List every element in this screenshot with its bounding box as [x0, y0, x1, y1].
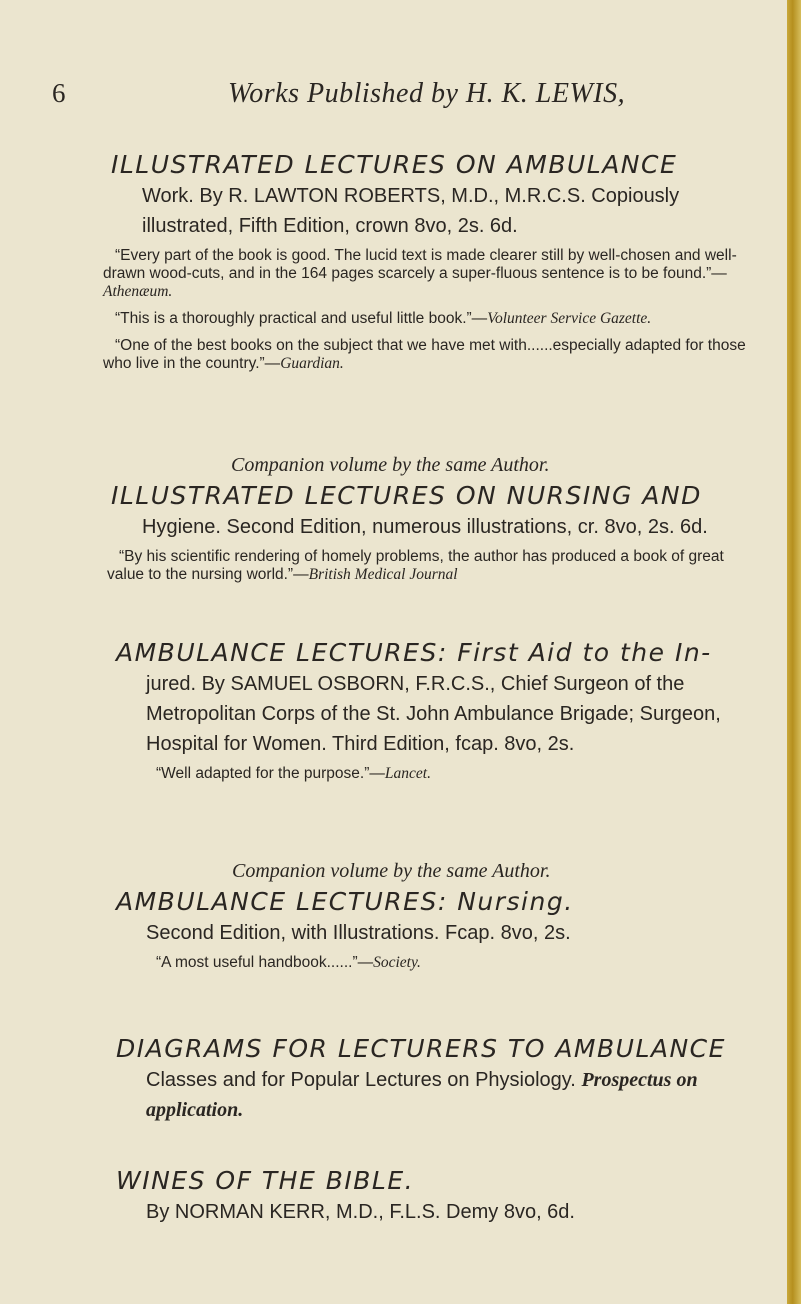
- entry-description: Hygiene. Second Edition, numerous illustrations, cr. 8vo, 2s. 6d.: [142, 516, 708, 538]
- review-source: Volunteer Service Gazette.: [487, 310, 652, 327]
- review-source: Athenæum.: [103, 283, 173, 300]
- review-source: Guardian.: [280, 355, 344, 372]
- review-quote: “This is a thoroughly practical and useful little book.”—Volunteer Service Gazette.: [115, 310, 652, 327]
- entry-description: Second Edition, with Illustrations. Fcap. 8vo, 2s.: [146, 922, 571, 944]
- review-quote: “A most useful handbook......”—Society.: [156, 954, 421, 971]
- review-quote: “One of the best books on the subject that we have met with......especially adapted for those who live in the country.”—Guardian.: [103, 337, 746, 372]
- review-source: Society.: [373, 954, 421, 971]
- entry-title: AMBULANCE LECTURES: First Aid to the In-: [116, 638, 712, 667]
- review-quotes: [144, 765, 756, 783]
- catalog-entry: [116, 1166, 756, 1227]
- catalog-entry: [116, 860, 756, 981]
- review-quotes: [144, 954, 756, 972]
- catalog-entry: [107, 454, 751, 593]
- companion-note: Companion volume by the same Author.: [232, 860, 551, 882]
- prospectus-note: Prospectus on application.: [146, 1069, 698, 1121]
- entry-title: DIAGRAMS FOR LECTURERS TO AMBULANCE: [116, 1034, 726, 1063]
- catalog-entry: [116, 1034, 756, 1125]
- entry-title: WINES OF THE BIBLE.: [116, 1166, 415, 1195]
- page-edge: [787, 0, 801, 1304]
- entry-title: AMBULANCE LECTURES: Nursing.: [116, 887, 574, 916]
- review-quote: “Well adapted for the purpose.”—Lancet.: [156, 765, 431, 782]
- review-quotes: [107, 548, 751, 584]
- entry-description: Work. By R. LAWTON ROBERTS, M.D., M.R.C.S. Copiously illustrated, Fifth Edition, crown 8vo, 2s. 6d.: [142, 185, 680, 237]
- review-source: British Medical Journal: [308, 566, 458, 583]
- entry-description: Classes and for Popular Lectures on Physiology. Prospectus on application.: [146, 1069, 698, 1121]
- entry-title: ILLUSTRATED LECTURES ON AMBULANCE: [111, 150, 678, 179]
- entry-description: By NORMAN KERR, M.D., F.L.S. Demy 8vo, 6d.: [146, 1201, 575, 1223]
- page-number: 6: [52, 78, 66, 108]
- companion-note: Companion volume by the same Author.: [231, 454, 550, 476]
- review-quote: “By his scientific rendering of homely problems, the author has produced a book of great value to the nursing world.”—British Medical Journal: [107, 548, 724, 583]
- running-title: Works Published by H. K. LEWIS,: [228, 78, 626, 109]
- review-quotes: [103, 247, 751, 373]
- review-quote: “Every part of the book is good. The lucid text is made clearer still by well-chosen and well-drawn wood-cuts, and in the 164 pages scarcely a super-fluous sentence is to be found.”—Athenæum.: [103, 247, 737, 300]
- catalog-entry: [103, 150, 751, 382]
- review-source: Lancet.: [384, 765, 431, 782]
- catalog-entry: [116, 638, 756, 792]
- entry-description: jured. By SAMUEL OSBORN, F.R.C.S., Chief Surgeon of the Metropolitan Corps of the St. John Ambulance Brigade; Surgeon, Hospital for Women. Third Edition, fcap. 8vo, 2s.: [146, 673, 721, 755]
- entry-title: ILLUSTRATED LECTURES ON NURSING AND: [111, 481, 702, 510]
- page-header: [52, 78, 742, 118]
